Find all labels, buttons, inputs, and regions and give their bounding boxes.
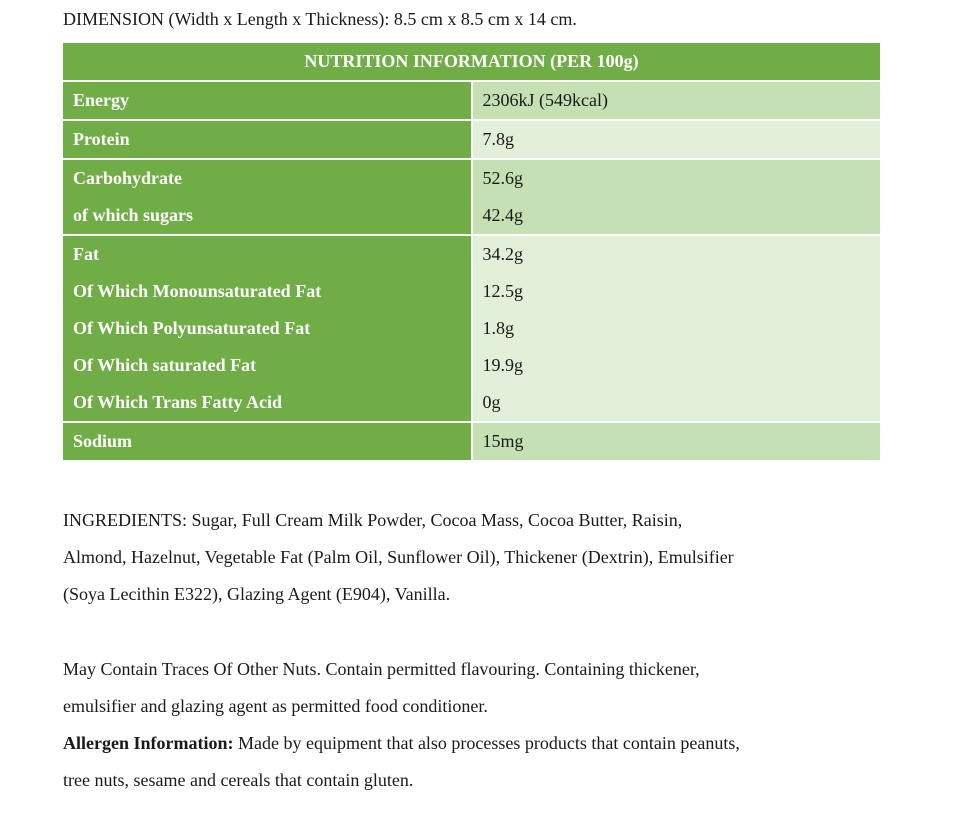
nutrient-subvalue: 1.8g bbox=[482, 318, 514, 338]
nutrient-label: Energy bbox=[73, 90, 129, 110]
nutrient-value: 15mg bbox=[482, 431, 524, 451]
ingredients-line: Almond, Hazelnut, Vegetable Fat (Palm Oil, Sunflower Oil), Thickener (Dextrin), Emulsifier bbox=[63, 547, 734, 567]
traces-line: emulsifier and glazing agent as permitted food conditioner. bbox=[63, 696, 488, 716]
nutrient-label-cell bbox=[63, 120, 472, 159]
nutrition-header-row bbox=[63, 43, 880, 81]
nutrient-label: Carbohydrate bbox=[73, 168, 182, 188]
traces-line: May Contain Traces Of Other Nuts. Contain permitted flavouring. Containing thickener, bbox=[63, 659, 700, 679]
nutrition-row-fat bbox=[63, 235, 880, 422]
ingredients-line: (Soya Lecithin E322), Glazing Agent (E904), Vanilla. bbox=[63, 584, 451, 604]
nutrient-subvalue: 42.4g bbox=[482, 205, 523, 225]
allergen-paragraph bbox=[63, 725, 903, 799]
ingredients-line: INGREDIENTS: Sugar, Full Cream Milk Powder, Cocoa Mass, Cocoa Butter, Raisin, bbox=[63, 510, 683, 530]
nutrition-row-sodium bbox=[63, 422, 880, 461]
nutrient-value-cell bbox=[472, 235, 881, 422]
nutrient-value: 52.6g bbox=[482, 168, 523, 188]
nutrient-sublabel: of which sugars bbox=[73, 205, 194, 225]
nutrient-value: 7.8g bbox=[482, 129, 514, 149]
nutrient-value: 2306kJ (549kcal) bbox=[482, 90, 608, 110]
nutrient-sublabel: Of Which Trans Fatty Acid bbox=[73, 392, 283, 412]
nutrient-value-cell bbox=[472, 422, 881, 461]
nutrition-row-protein bbox=[63, 120, 880, 159]
nutrient-value-cell bbox=[472, 81, 881, 120]
allergen-line: Made by equipment that also processes products that contain peanuts, bbox=[237, 733, 740, 753]
nutrient-sublabel: Of Which Monounsaturated Fat bbox=[73, 281, 322, 301]
nutrient-sublabel: Of Which saturated Fat bbox=[73, 355, 257, 375]
nutrient-label: Fat bbox=[73, 244, 99, 264]
nutrient-subvalue: 0g bbox=[482, 392, 501, 412]
nutrient-label: Sodium bbox=[73, 431, 133, 451]
ingredients-paragraph bbox=[63, 502, 903, 613]
nutrition-row-carbohydrate bbox=[63, 159, 880, 235]
allergen-line: tree nuts, sesame and cereals that contain gluten. bbox=[63, 770, 414, 790]
nutrient-subvalue: 19.9g bbox=[482, 355, 523, 375]
nutrient-label: Protein bbox=[73, 129, 130, 149]
nutrient-sublabel: Of Which Polyunsaturated Fat bbox=[73, 318, 311, 338]
nutrient-value-cell bbox=[472, 159, 881, 235]
nutrient-subvalue: 12.5g bbox=[482, 281, 523, 301]
nutrient-label-cell bbox=[63, 159, 472, 235]
nutrient-label-cell bbox=[63, 422, 472, 461]
allergen-label: Allergen Information: bbox=[63, 733, 234, 753]
nutrient-value: 34.2g bbox=[482, 244, 523, 264]
nutrient-value-cell bbox=[472, 120, 881, 159]
nutrient-label-cell bbox=[63, 235, 472, 422]
nutrition-row-energy bbox=[63, 81, 880, 120]
nutrition-title: NUTRITION INFORMATION (PER 100g) bbox=[63, 43, 880, 81]
dimension-text: DIMENSION (Width x Length x Thickness): 8.5 cm x 8.5 cm x 14 cm. bbox=[63, 9, 577, 29]
nutrition-table bbox=[63, 43, 880, 462]
nutrient-label-cell bbox=[63, 81, 472, 120]
traces-paragraph bbox=[63, 651, 903, 725]
